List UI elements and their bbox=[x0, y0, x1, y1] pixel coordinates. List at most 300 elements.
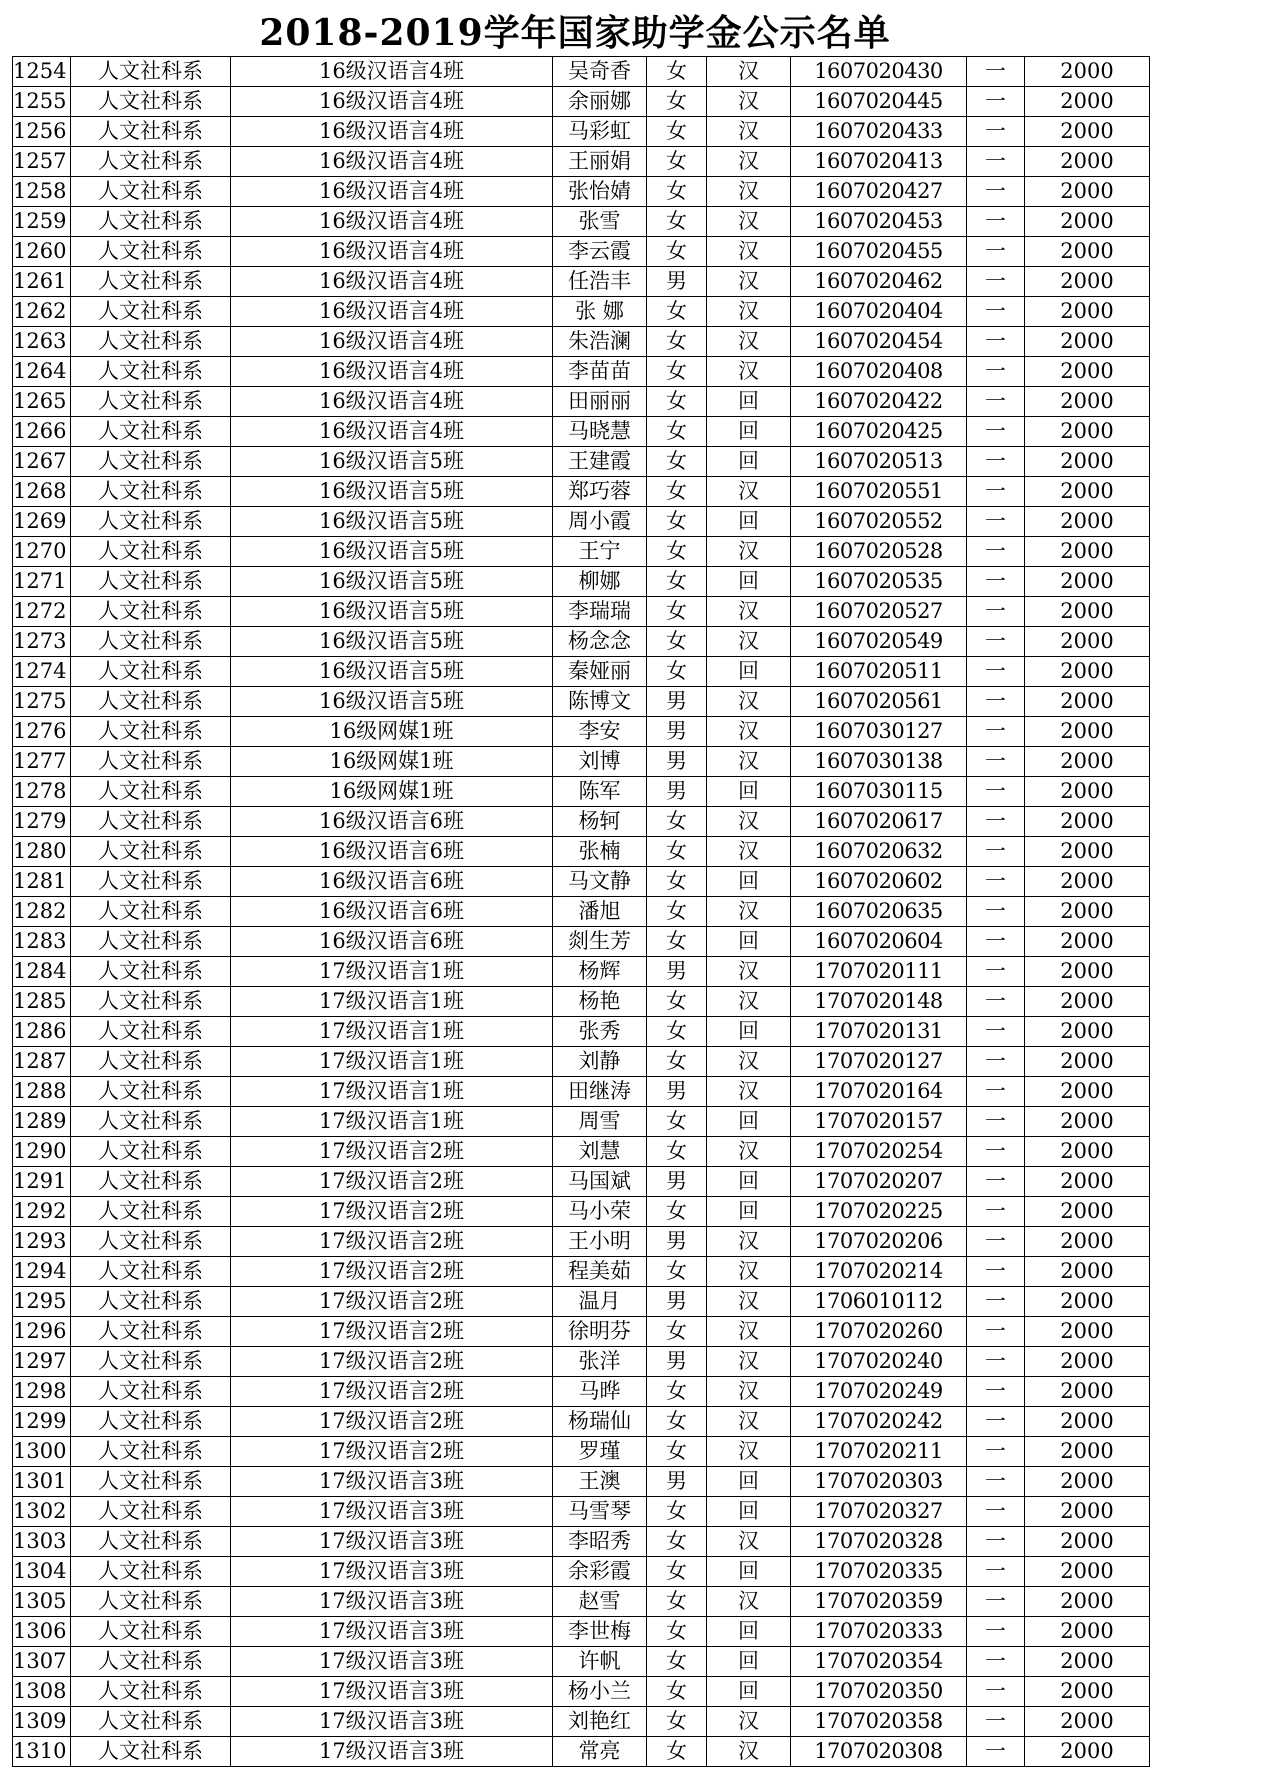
ethnicity-cell: 汉 bbox=[707, 297, 791, 327]
department-cell: 人文社科系 bbox=[71, 777, 231, 807]
grant-level-cell: 一 bbox=[967, 1467, 1025, 1497]
grant-amount-cell: 2000 bbox=[1025, 927, 1150, 957]
table-row bbox=[13, 1467, 1150, 1497]
student-id-cell: 1607020549 bbox=[791, 627, 967, 657]
table-row bbox=[13, 387, 1150, 417]
student-id-cell: 1607020430 bbox=[791, 57, 967, 87]
table-row bbox=[13, 507, 1150, 537]
department-cell: 人文社科系 bbox=[71, 747, 231, 777]
grant-level-cell: 一 bbox=[967, 1257, 1025, 1287]
grant-amount-cell: 2000 bbox=[1025, 1677, 1150, 1707]
grant-amount-cell: 2000 bbox=[1025, 867, 1150, 897]
grant-amount-cell: 2000 bbox=[1025, 807, 1150, 837]
class-cell: 17级汉语言2班 bbox=[231, 1317, 553, 1347]
grant-amount-cell: 2000 bbox=[1025, 177, 1150, 207]
ethnicity-cell: 汉 bbox=[707, 1077, 791, 1107]
grant-level-cell: 一 bbox=[967, 1617, 1025, 1647]
class-cell: 16级网媒1班 bbox=[231, 747, 553, 777]
grant-amount-cell: 2000 bbox=[1025, 1467, 1150, 1497]
class-cell: 16级汉语言4班 bbox=[231, 57, 553, 87]
class-cell: 17级汉语言3班 bbox=[231, 1587, 553, 1617]
class-cell: 17级汉语言3班 bbox=[231, 1677, 553, 1707]
table-row bbox=[13, 777, 1150, 807]
grant-amount-cell: 2000 bbox=[1025, 1167, 1150, 1197]
student-id-cell: 1707020164 bbox=[791, 1077, 967, 1107]
grant-level-cell: 一 bbox=[967, 1497, 1025, 1527]
student-name-cell: 王建霞 bbox=[553, 447, 647, 477]
department-cell: 人文社科系 bbox=[71, 927, 231, 957]
table-row bbox=[13, 117, 1150, 147]
table-row bbox=[13, 1257, 1150, 1287]
ethnicity-cell: 汉 bbox=[707, 1587, 791, 1617]
student-id-cell: 1707020254 bbox=[791, 1137, 967, 1167]
ethnicity-cell: 汉 bbox=[707, 537, 791, 567]
student-id-cell: 1607020552 bbox=[791, 507, 967, 537]
student-id-cell: 1607020551 bbox=[791, 477, 967, 507]
row-number-cell: 1289 bbox=[13, 1107, 71, 1137]
department-cell: 人文社科系 bbox=[71, 1677, 231, 1707]
class-cell: 17级汉语言2班 bbox=[231, 1257, 553, 1287]
row-number-cell: 1270 bbox=[13, 537, 71, 567]
gender-cell: 女 bbox=[647, 477, 707, 507]
table-row bbox=[13, 1167, 1150, 1197]
student-name-cell: 许帆 bbox=[553, 1647, 647, 1677]
class-cell: 17级汉语言2班 bbox=[231, 1347, 553, 1377]
department-cell: 人文社科系 bbox=[71, 447, 231, 477]
table-row bbox=[13, 207, 1150, 237]
grant-level-cell: 一 bbox=[967, 567, 1025, 597]
class-cell: 16级汉语言6班 bbox=[231, 897, 553, 927]
grant-level-cell: 一 bbox=[967, 687, 1025, 717]
gender-cell: 女 bbox=[647, 1047, 707, 1077]
department-cell: 人文社科系 bbox=[71, 1647, 231, 1677]
gender-cell: 男 bbox=[647, 1467, 707, 1497]
student-id-cell: 1706010112 bbox=[791, 1287, 967, 1317]
grant-amount-cell: 2000 bbox=[1025, 357, 1150, 387]
table-row bbox=[13, 687, 1150, 717]
row-number-cell: 1286 bbox=[13, 1017, 71, 1047]
ethnicity-cell: 汉 bbox=[707, 1317, 791, 1347]
row-number-cell: 1267 bbox=[13, 447, 71, 477]
ethnicity-cell: 汉 bbox=[707, 117, 791, 147]
table-row bbox=[13, 477, 1150, 507]
table-row bbox=[13, 237, 1150, 267]
grant-level-cell: 一 bbox=[967, 897, 1025, 927]
grant-level-cell: 一 bbox=[967, 1677, 1025, 1707]
table-row bbox=[13, 1377, 1150, 1407]
gender-cell: 女 bbox=[647, 627, 707, 657]
grant-level-cell: 一 bbox=[967, 387, 1025, 417]
student-name-cell: 罗瑾 bbox=[553, 1437, 647, 1467]
student-name-cell: 马晔 bbox=[553, 1377, 647, 1407]
student-name-cell: 李苗苗 bbox=[553, 357, 647, 387]
row-number-cell: 1299 bbox=[13, 1407, 71, 1437]
department-cell: 人文社科系 bbox=[71, 147, 231, 177]
class-cell: 16级汉语言5班 bbox=[231, 657, 553, 687]
student-name-cell: 杨轲 bbox=[553, 807, 647, 837]
grant-level-cell: 一 bbox=[967, 1167, 1025, 1197]
grant-amount-cell: 2000 bbox=[1025, 1707, 1150, 1737]
class-cell: 16级汉语言5班 bbox=[231, 567, 553, 597]
row-number-cell: 1280 bbox=[13, 837, 71, 867]
department-cell: 人文社科系 bbox=[71, 297, 231, 327]
department-cell: 人文社科系 bbox=[71, 1347, 231, 1377]
student-name-cell: 秦娅丽 bbox=[553, 657, 647, 687]
table-row bbox=[13, 1737, 1150, 1767]
student-id-cell: 1607020425 bbox=[791, 417, 967, 447]
student-id-cell: 1707020148 bbox=[791, 987, 967, 1017]
department-cell: 人文社科系 bbox=[71, 1047, 231, 1077]
student-id-cell: 1707020127 bbox=[791, 1047, 967, 1077]
student-id-cell: 1707020359 bbox=[791, 1587, 967, 1617]
ethnicity-cell: 汉 bbox=[707, 177, 791, 207]
department-cell: 人文社科系 bbox=[71, 1587, 231, 1617]
department-cell: 人文社科系 bbox=[71, 627, 231, 657]
ethnicity-cell: 汉 bbox=[707, 207, 791, 237]
class-cell: 16级汉语言5班 bbox=[231, 447, 553, 477]
grant-amount-cell: 2000 bbox=[1025, 747, 1150, 777]
student-id-cell: 1607020617 bbox=[791, 807, 967, 837]
student-name-cell: 张秀 bbox=[553, 1017, 647, 1047]
ethnicity-cell: 回 bbox=[707, 1017, 791, 1047]
table-row bbox=[13, 927, 1150, 957]
ethnicity-cell: 汉 bbox=[707, 1437, 791, 1467]
row-number-cell: 1282 bbox=[13, 897, 71, 927]
grant-level-cell: 一 bbox=[967, 657, 1025, 687]
student-id-cell: 1707020111 bbox=[791, 957, 967, 987]
ethnicity-cell: 汉 bbox=[707, 1257, 791, 1287]
department-cell: 人文社科系 bbox=[71, 1257, 231, 1287]
ethnicity-cell: 回 bbox=[707, 657, 791, 687]
class-cell: 17级汉语言3班 bbox=[231, 1467, 553, 1497]
row-number-cell: 1254 bbox=[13, 57, 71, 87]
table-row bbox=[13, 747, 1150, 777]
department-cell: 人文社科系 bbox=[71, 1617, 231, 1647]
department-cell: 人文社科系 bbox=[71, 357, 231, 387]
gender-cell: 男 bbox=[647, 957, 707, 987]
row-number-cell: 1257 bbox=[13, 147, 71, 177]
student-id-cell: 1707020225 bbox=[791, 1197, 967, 1227]
grant-level-cell: 一 bbox=[967, 987, 1025, 1017]
class-cell: 16级汉语言5班 bbox=[231, 687, 553, 717]
class-cell: 17级汉语言3班 bbox=[231, 1497, 553, 1527]
student-name-cell: 郑巧蓉 bbox=[553, 477, 647, 507]
table-row bbox=[13, 177, 1150, 207]
grant-level-cell: 一 bbox=[967, 237, 1025, 267]
gender-cell: 男 bbox=[647, 747, 707, 777]
gender-cell: 女 bbox=[647, 1707, 707, 1737]
class-cell: 17级汉语言1班 bbox=[231, 957, 553, 987]
class-cell: 16级汉语言4班 bbox=[231, 327, 553, 357]
student-name-cell: 王澳 bbox=[553, 1467, 647, 1497]
gender-cell: 女 bbox=[647, 1377, 707, 1407]
student-id-cell: 1607030115 bbox=[791, 777, 967, 807]
class-cell: 16级汉语言5班 bbox=[231, 597, 553, 627]
ethnicity-cell: 回 bbox=[707, 507, 791, 537]
row-number-cell: 1300 bbox=[13, 1437, 71, 1467]
grant-level-cell: 一 bbox=[967, 207, 1025, 237]
table-row bbox=[13, 837, 1150, 867]
class-cell: 16级汉语言5班 bbox=[231, 477, 553, 507]
student-id-cell: 1607020422 bbox=[791, 387, 967, 417]
department-cell: 人文社科系 bbox=[71, 1287, 231, 1317]
gender-cell: 女 bbox=[647, 1647, 707, 1677]
table-row bbox=[13, 1077, 1150, 1107]
grant-level-cell: 一 bbox=[967, 1197, 1025, 1227]
row-number-cell: 1305 bbox=[13, 1587, 71, 1617]
grant-amount-cell: 2000 bbox=[1025, 957, 1150, 987]
row-number-cell: 1268 bbox=[13, 477, 71, 507]
student-id-cell: 1707020333 bbox=[791, 1617, 967, 1647]
gender-cell: 女 bbox=[647, 357, 707, 387]
grant-amount-cell: 2000 bbox=[1025, 1317, 1150, 1347]
grant-amount-cell: 2000 bbox=[1025, 987, 1150, 1017]
student-id-cell: 1607030138 bbox=[791, 747, 967, 777]
row-number-cell: 1271 bbox=[13, 567, 71, 597]
gender-cell: 女 bbox=[647, 57, 707, 87]
row-number-cell: 1259 bbox=[13, 207, 71, 237]
grant-amount-cell: 2000 bbox=[1025, 417, 1150, 447]
gender-cell: 女 bbox=[647, 807, 707, 837]
student-id-cell: 1607020455 bbox=[791, 237, 967, 267]
student-name-cell: 杨瑞仙 bbox=[553, 1407, 647, 1437]
gender-cell: 女 bbox=[647, 1497, 707, 1527]
grant-amount-cell: 2000 bbox=[1025, 297, 1150, 327]
student-name-cell: 杨辉 bbox=[553, 957, 647, 987]
row-number-cell: 1306 bbox=[13, 1617, 71, 1647]
student-id-cell: 1707020207 bbox=[791, 1167, 967, 1197]
table-row bbox=[13, 537, 1150, 567]
class-cell: 16级汉语言6班 bbox=[231, 837, 553, 867]
student-name-cell: 王丽娟 bbox=[553, 147, 647, 177]
department-cell: 人文社科系 bbox=[71, 177, 231, 207]
grant-amount-cell: 2000 bbox=[1025, 897, 1150, 927]
student-name-cell: 张雪 bbox=[553, 207, 647, 237]
student-id-cell: 1607020454 bbox=[791, 327, 967, 357]
table-row bbox=[13, 1287, 1150, 1317]
row-number-cell: 1281 bbox=[13, 867, 71, 897]
table-row bbox=[13, 1587, 1150, 1617]
gender-cell: 女 bbox=[647, 597, 707, 627]
class-cell: 16级汉语言6班 bbox=[231, 927, 553, 957]
student-name-cell: 周雪 bbox=[553, 1107, 647, 1137]
table-row bbox=[13, 1617, 1150, 1647]
department-cell: 人文社科系 bbox=[71, 1197, 231, 1227]
student-name-cell: 吴奇香 bbox=[553, 57, 647, 87]
ethnicity-cell: 回 bbox=[707, 1197, 791, 1227]
department-cell: 人文社科系 bbox=[71, 537, 231, 567]
student-id-cell: 1607020527 bbox=[791, 597, 967, 627]
class-cell: 16级汉语言4班 bbox=[231, 87, 553, 117]
table-row bbox=[13, 447, 1150, 477]
student-name-cell: 张洋 bbox=[553, 1347, 647, 1377]
document-title: 2018-2019学年国家助学金公示名单 bbox=[259, 12, 891, 54]
student-id-cell: 1707020358 bbox=[791, 1707, 967, 1737]
department-cell: 人文社科系 bbox=[71, 57, 231, 87]
table-row bbox=[13, 147, 1150, 177]
student-name-cell: 张 娜 bbox=[553, 297, 647, 327]
student-id-cell: 1607020511 bbox=[791, 657, 967, 687]
grant-level-cell: 一 bbox=[967, 837, 1025, 867]
gender-cell: 女 bbox=[647, 1197, 707, 1227]
department-cell: 人文社科系 bbox=[71, 1227, 231, 1257]
grant-level-cell: 一 bbox=[967, 537, 1025, 567]
row-number-cell: 1274 bbox=[13, 657, 71, 687]
department-cell: 人文社科系 bbox=[71, 237, 231, 267]
student-name-cell: 李世梅 bbox=[553, 1617, 647, 1647]
table-row bbox=[13, 717, 1150, 747]
student-id-cell: 1707020157 bbox=[791, 1107, 967, 1137]
student-id-cell: 1707020350 bbox=[791, 1677, 967, 1707]
ethnicity-cell: 汉 bbox=[707, 147, 791, 177]
student-id-cell: 1707020206 bbox=[791, 1227, 967, 1257]
row-number-cell: 1310 bbox=[13, 1737, 71, 1767]
student-name-cell: 李安 bbox=[553, 717, 647, 747]
row-number-cell: 1283 bbox=[13, 927, 71, 957]
student-id-cell: 1607020513 bbox=[791, 447, 967, 477]
class-cell: 16级汉语言4班 bbox=[231, 357, 553, 387]
class-cell: 17级汉语言3班 bbox=[231, 1707, 553, 1737]
grant-level-cell: 一 bbox=[967, 1017, 1025, 1047]
student-id-cell: 1607020445 bbox=[791, 87, 967, 117]
grant-level-cell: 一 bbox=[967, 777, 1025, 807]
class-cell: 17级汉语言3班 bbox=[231, 1647, 553, 1677]
ethnicity-cell: 汉 bbox=[707, 327, 791, 357]
grant-level-cell: 一 bbox=[967, 1317, 1025, 1347]
grant-level-cell: 一 bbox=[967, 927, 1025, 957]
department-cell: 人文社科系 bbox=[71, 507, 231, 537]
ethnicity-cell: 汉 bbox=[707, 237, 791, 267]
grant-level-cell: 一 bbox=[967, 1287, 1025, 1317]
ethnicity-cell: 汉 bbox=[707, 837, 791, 867]
row-number-cell: 1302 bbox=[13, 1497, 71, 1527]
department-cell: 人文社科系 bbox=[71, 1407, 231, 1437]
department-cell: 人文社科系 bbox=[71, 267, 231, 297]
gender-cell: 女 bbox=[647, 567, 707, 597]
student-id-cell: 1607020635 bbox=[791, 897, 967, 927]
row-number-cell: 1290 bbox=[13, 1137, 71, 1167]
student-id-cell: 1707020211 bbox=[791, 1437, 967, 1467]
grant-level-cell: 一 bbox=[967, 807, 1025, 837]
gender-cell: 男 bbox=[647, 687, 707, 717]
table-row bbox=[13, 1407, 1150, 1437]
gender-cell: 女 bbox=[647, 447, 707, 477]
student-id-cell: 1707020328 bbox=[791, 1527, 967, 1557]
student-name-cell: 李云霞 bbox=[553, 237, 647, 267]
table-row bbox=[13, 1527, 1150, 1557]
gender-cell: 女 bbox=[647, 207, 707, 237]
row-number-cell: 1308 bbox=[13, 1677, 71, 1707]
grant-amount-cell: 2000 bbox=[1025, 477, 1150, 507]
grant-amount-cell: 2000 bbox=[1025, 717, 1150, 747]
table-row bbox=[13, 567, 1150, 597]
student-id-cell: 1607020561 bbox=[791, 687, 967, 717]
grant-level-cell: 一 bbox=[967, 597, 1025, 627]
ethnicity-cell: 汉 bbox=[707, 1707, 791, 1737]
row-number-cell: 1261 bbox=[13, 267, 71, 297]
ethnicity-cell: 汉 bbox=[707, 57, 791, 87]
class-cell: 17级汉语言1班 bbox=[231, 987, 553, 1017]
student-id-cell: 1607020427 bbox=[791, 177, 967, 207]
student-name-cell: 马国斌 bbox=[553, 1167, 647, 1197]
ethnicity-cell: 汉 bbox=[707, 1287, 791, 1317]
grant-amount-cell: 2000 bbox=[1025, 687, 1150, 717]
row-number-cell: 1285 bbox=[13, 987, 71, 1017]
ethnicity-cell: 汉 bbox=[707, 597, 791, 627]
class-cell: 16级汉语言4班 bbox=[231, 207, 553, 237]
grant-level-cell: 一 bbox=[967, 297, 1025, 327]
student-name-cell: 杨小兰 bbox=[553, 1677, 647, 1707]
grant-level-cell: 一 bbox=[967, 1587, 1025, 1617]
ethnicity-cell: 汉 bbox=[707, 747, 791, 777]
student-name-cell: 周小霞 bbox=[553, 507, 647, 537]
grant-level-cell: 一 bbox=[967, 507, 1025, 537]
grant-level-cell: 一 bbox=[967, 117, 1025, 147]
grant-amount-cell: 2000 bbox=[1025, 1617, 1150, 1647]
department-cell: 人文社科系 bbox=[71, 1167, 231, 1197]
student-name-cell: 温月 bbox=[553, 1287, 647, 1317]
department-cell: 人文社科系 bbox=[71, 1557, 231, 1587]
gender-cell: 女 bbox=[647, 1437, 707, 1467]
row-number-cell: 1273 bbox=[13, 627, 71, 657]
row-number-cell: 1262 bbox=[13, 297, 71, 327]
class-cell: 17级汉语言1班 bbox=[231, 1077, 553, 1107]
class-cell: 17级汉语言2班 bbox=[231, 1407, 553, 1437]
ethnicity-cell: 回 bbox=[707, 1677, 791, 1707]
ethnicity-cell: 回 bbox=[707, 1617, 791, 1647]
table-row bbox=[13, 1197, 1150, 1227]
table-row bbox=[13, 1677, 1150, 1707]
row-number-cell: 1265 bbox=[13, 387, 71, 417]
department-cell: 人文社科系 bbox=[71, 987, 231, 1017]
ethnicity-cell: 回 bbox=[707, 1647, 791, 1677]
department-cell: 人文社科系 bbox=[71, 1107, 231, 1137]
ethnicity-cell: 汉 bbox=[707, 1737, 791, 1767]
student-name-cell: 赵雪 bbox=[553, 1587, 647, 1617]
student-id-cell: 1707020308 bbox=[791, 1737, 967, 1767]
gender-cell: 女 bbox=[647, 1587, 707, 1617]
department-cell: 人文社科系 bbox=[71, 867, 231, 897]
ethnicity-cell: 汉 bbox=[707, 627, 791, 657]
grant-amount-cell: 2000 bbox=[1025, 1377, 1150, 1407]
department-cell: 人文社科系 bbox=[71, 717, 231, 747]
class-cell: 16级汉语言6班 bbox=[231, 807, 553, 837]
department-cell: 人文社科系 bbox=[71, 807, 231, 837]
gender-cell: 男 bbox=[647, 1287, 707, 1317]
student-name-cell: 李瑞瑞 bbox=[553, 597, 647, 627]
student-name-cell: 刘静 bbox=[553, 1047, 647, 1077]
class-cell: 17级汉语言3班 bbox=[231, 1737, 553, 1767]
grant-level-cell: 一 bbox=[967, 327, 1025, 357]
gender-cell: 男 bbox=[647, 717, 707, 747]
row-number-cell: 1255 bbox=[13, 87, 71, 117]
department-cell: 人文社科系 bbox=[71, 657, 231, 687]
student-name-cell: 余彩霞 bbox=[553, 1557, 647, 1587]
department-cell: 人文社科系 bbox=[71, 477, 231, 507]
ethnicity-cell: 汉 bbox=[707, 1047, 791, 1077]
department-cell: 人文社科系 bbox=[71, 417, 231, 447]
gender-cell: 女 bbox=[647, 927, 707, 957]
student-name-cell: 朱浩澜 bbox=[553, 327, 647, 357]
class-cell: 17级汉语言2班 bbox=[231, 1197, 553, 1227]
class-cell: 17级汉语言2班 bbox=[231, 1377, 553, 1407]
grant-amount-cell: 2000 bbox=[1025, 1497, 1150, 1527]
grant-amount-cell: 2000 bbox=[1025, 1287, 1150, 1317]
grant-level-cell: 一 bbox=[967, 57, 1025, 87]
class-cell: 16级汉语言4班 bbox=[231, 417, 553, 447]
ethnicity-cell: 汉 bbox=[707, 687, 791, 717]
ethnicity-cell: 回 bbox=[707, 1107, 791, 1137]
